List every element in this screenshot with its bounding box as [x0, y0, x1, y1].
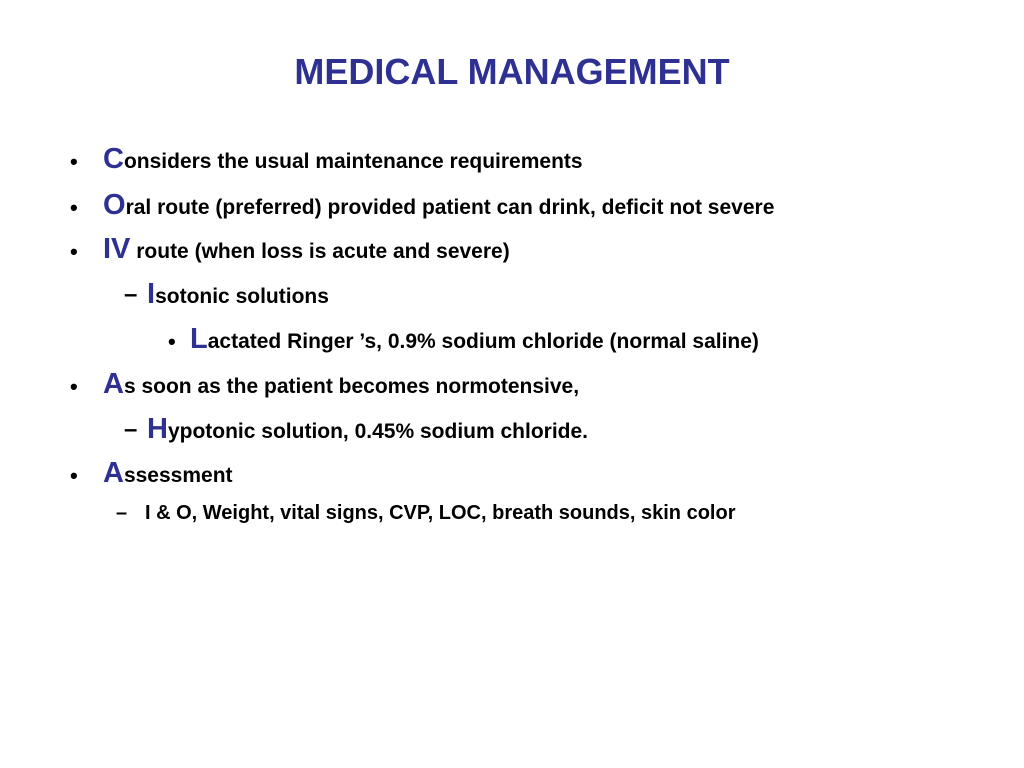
bullet-text: [103, 143, 583, 176]
bullet-rest: onsiders the usual maintenance requirements: [123, 150, 583, 173]
bullet-marker: •: [70, 374, 78, 399]
bullet-initial: O: [103, 189, 126, 221]
bullet-rest: ssessment: [123, 464, 233, 487]
bullet-text: [103, 233, 510, 266]
dash-marker: –: [116, 502, 128, 524]
bullet-marker: •: [70, 463, 78, 488]
bullet-initial: C: [103, 143, 124, 175]
bullet-rest: route (when loss is acute and severe): [130, 240, 510, 263]
dash-marker: –: [124, 281, 138, 308]
bullet-initial: H: [147, 413, 168, 445]
bullet-marker: •: [70, 239, 78, 264]
bullet-text: [103, 189, 774, 222]
bullet-initial: IV: [103, 233, 131, 265]
bullet-text: [147, 278, 329, 311]
bullet-initial: I: [147, 278, 156, 310]
bullet-initial: A: [103, 368, 124, 400]
bullet-marker: •: [70, 149, 78, 174]
bullet-text: [103, 457, 233, 490]
bullet-text: [190, 323, 759, 356]
bullet-initial: A: [103, 457, 124, 489]
bullet-rest: s soon as the patient becomes normotensive,: [123, 375, 580, 398]
bullet-marker: •: [168, 329, 176, 354]
bullet-rest: ypotonic solution, 0.45% sodium chloride.: [167, 420, 589, 443]
bullet-rest: actated Ringer ’s, 0.9% sodium chloride (normal saline): [207, 330, 759, 353]
bullet-text: [103, 368, 579, 401]
bullet-initial: L: [190, 323, 208, 355]
bullet-marker: •: [70, 195, 78, 220]
slide-title: MEDICAL MANAGEMENT: [294, 51, 730, 92]
bullet-text: I & O, Weight, vital signs, CVP, LOC, breath sounds, skin color: [145, 502, 736, 524]
bullet-text: [147, 413, 588, 446]
bullet-rest: ral route (preferred) provided patient can drink, deficit not severe: [125, 196, 775, 219]
dash-marker: –: [124, 416, 138, 443]
bullet-rest: sotonic solutions: [155, 285, 329, 308]
